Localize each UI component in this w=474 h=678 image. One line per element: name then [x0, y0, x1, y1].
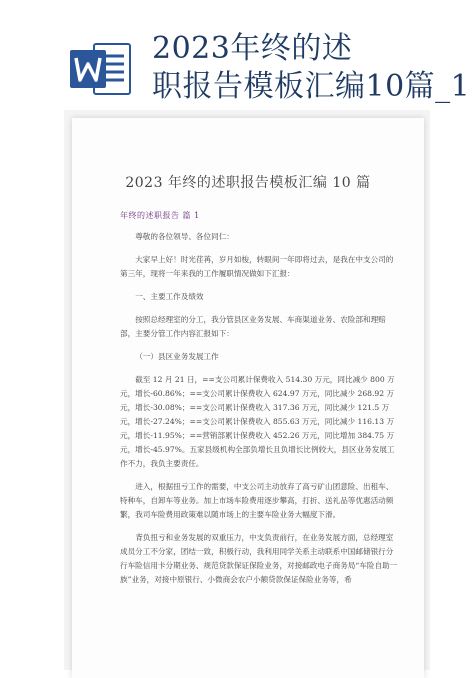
paragraph: 背负扭亏和业务发展的双重压力，中支负责前行，在业务发展方面，总经理室成员分工不分家，团结一致，积极行动，我利用同学关系主动联系中国邮储银行分行车险信用卡分期业务、规范贷款保证保险业务，对接邮政电子商务局“车险自助一族”业务，对接中原银行、小微商会农户小额贷款保证保险业务等，希: [120, 533, 398, 584]
paragraph: 大家早上好！时光荏苒，岁月如梭，转眼间一年即将过去，是我在中支公司的第三年，现将一年来我的工作履职情况做如下汇报：: [120, 255, 394, 278]
document-title: 2023 年终的述职报告模板汇编 10 篇: [125, 175, 371, 191]
document-page: [72, 118, 424, 678]
preview-header: [0, 0, 474, 118]
paragraph: 尊敬的各位领导、各位同仁：: [135, 232, 234, 241]
title-line-1: 2023年终的述: [152, 31, 353, 66]
page-title: [152, 30, 474, 106]
paragraph: 进入，根据扭亏工作的需要，中支公司主动放弃了高亏矿山团意险、出租车、特种车，自卸车等业务。加上市场车险费用逐步攀高，打折、送礼品等优惠活动频繁，我司车险费用政策难以随市场上的主要车险业务大幅度下滑。: [120, 482, 394, 519]
paragraph: 按照总经理室的分工，我分管县区业务发展、车商渠道业务、农险部和理赔部，主要分管工作内容汇报如下：: [120, 315, 386, 338]
title-line-2: 职报告模板汇编10篇_1: [152, 69, 471, 104]
section-tag: 年终的述职报告 篇 1: [120, 211, 200, 220]
word-document-icon: [68, 40, 132, 98]
paragraph: 截至 12 月 21 日，==支公司累计保费收入 514.30 万元，同比减少 800 万元，增长-60.86%；==支公司累计保费收入 624.97 万元，同比减少 268.92 万元，增长-30.08%；==支公司累计保费收入 317.36 万元，同比减少 121.5 万元，增长-27.24%；==支公司累计保费收入 855.63 万元，同比减少 116.13 万元，增长-11.95%；==营销部累计保费收入 452.26 万元，同比增加 384.75 万元，增长-45.97%。五家县级机构全部负增长且负增长比例较大，县区业务发展工作不力，我负主要责任。: [120, 375, 395, 468]
document-body: [120, 230, 400, 596]
subsection-heading: （一）县区业务发展工作: [135, 352, 219, 361]
section-heading: 一、主要工作及绩效: [135, 292, 204, 301]
